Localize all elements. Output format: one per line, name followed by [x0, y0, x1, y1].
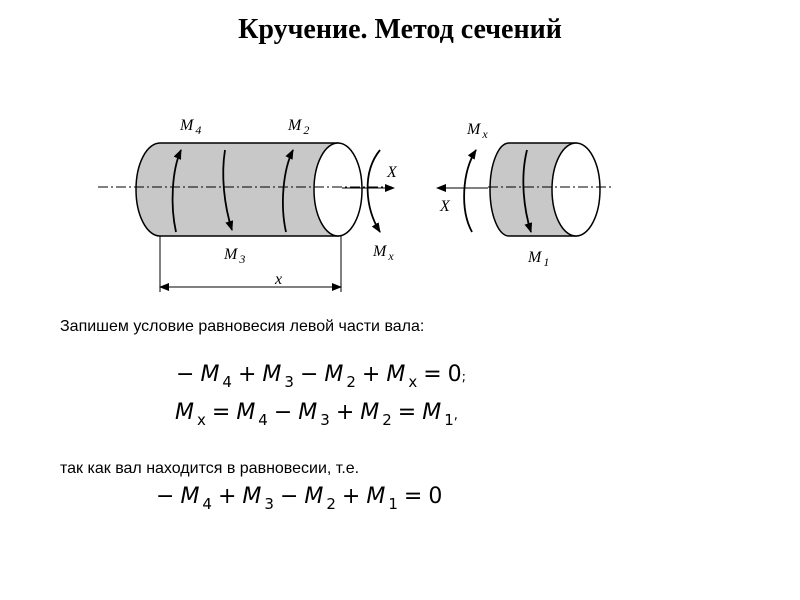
left-shaft-body	[136, 143, 338, 236]
term-letter: M	[422, 400, 442, 425]
term-subscript: 4	[202, 495, 212, 513]
formula-operator: −	[156, 484, 175, 509]
formula-operator: +	[237, 362, 257, 387]
term-letter: M	[175, 400, 194, 425]
formula-term	[242, 484, 274, 513]
term-letter: M	[366, 484, 386, 509]
formula-symbol: 0	[428, 484, 443, 509]
label-left-axis-x: X	[387, 164, 397, 181]
formula-term	[298, 400, 330, 429]
term-letter: M	[236, 400, 256, 425]
label-m1: M $_1$	[528, 249, 550, 269]
equation-1	[170, 362, 466, 391]
term-letter: M	[324, 362, 344, 387]
term-subscript: 2	[346, 373, 356, 391]
slide-title: Кручение. Метод сечений	[238, 14, 562, 45]
term-letter: M	[262, 362, 282, 387]
formula-operator: =	[211, 400, 231, 425]
formula-operator: +	[341, 484, 361, 509]
formula-term	[175, 400, 206, 429]
formula-term	[180, 484, 212, 513]
label-left-mx: M $_x$	[373, 243, 394, 263]
formula-term	[360, 400, 392, 429]
term-subscript: 2	[326, 495, 336, 513]
term-letter: M	[242, 484, 262, 509]
left-mx-arrow	[368, 150, 380, 232]
term-subscript: 4	[222, 373, 232, 391]
formula-operator: =	[403, 484, 423, 509]
formula-operator: −	[299, 362, 319, 387]
term-subscript: 1	[388, 495, 398, 513]
term-subscript: x	[196, 411, 206, 429]
formula-operator: +	[361, 362, 381, 387]
term-subscript: 4	[258, 411, 268, 429]
formula-term	[366, 484, 398, 513]
formula-symbol: ,	[453, 408, 458, 423]
formula-operator: −	[176, 362, 195, 387]
term-subscript: x	[408, 373, 418, 391]
right-shaft-end-face	[552, 143, 600, 236]
term-letter: M	[386, 362, 406, 387]
formula-operator: −	[279, 484, 299, 509]
formula-term	[324, 362, 356, 391]
label-m3: M $_3$	[224, 246, 246, 266]
formula-term	[304, 484, 336, 513]
formula-term	[262, 362, 294, 391]
term-letter: M	[180, 484, 200, 509]
term-letter: M	[304, 484, 324, 509]
equation-2	[175, 400, 458, 429]
formula-term	[422, 400, 454, 429]
label-right-mx: M $_x$	[467, 121, 488, 141]
term-subscript: 1	[444, 411, 454, 429]
right-shaft	[437, 121, 612, 269]
formula-operator: =	[423, 362, 442, 387]
formula-term	[236, 400, 268, 429]
equilibrium-intro-text: Запишем условие равновесия левой части вала:	[60, 318, 425, 335]
term-subscript: 2	[382, 411, 392, 429]
term-letter: M	[200, 362, 220, 387]
equation-3	[150, 484, 442, 513]
term-letter: M	[360, 400, 380, 425]
equilibrium-continuation-text: так как вал находится в равновесии, т.е.	[60, 460, 360, 477]
label-m2: M $_2$	[288, 117, 310, 137]
left-shaft	[98, 117, 398, 292]
label-right-axis-x: X	[440, 198, 450, 215]
label-length-x: x	[275, 271, 283, 288]
formula-operator: =	[397, 400, 417, 425]
formula-operator: +	[335, 400, 355, 425]
formula-term	[200, 362, 232, 391]
label-m4: M $_4$	[180, 117, 202, 137]
formula-operator: −	[273, 400, 293, 425]
right-mx-arrow	[464, 150, 476, 232]
formula-term	[386, 362, 418, 391]
term-subscript: 3	[264, 495, 274, 513]
term-letter: M	[298, 400, 318, 425]
term-subscript: 3	[320, 411, 330, 429]
formula-symbol: 0	[447, 362, 462, 387]
left-shaft-end-face	[314, 143, 362, 236]
formula-symbol: ;	[461, 370, 467, 385]
formula-operator: +	[217, 484, 237, 509]
term-subscript: 3	[284, 373, 294, 391]
